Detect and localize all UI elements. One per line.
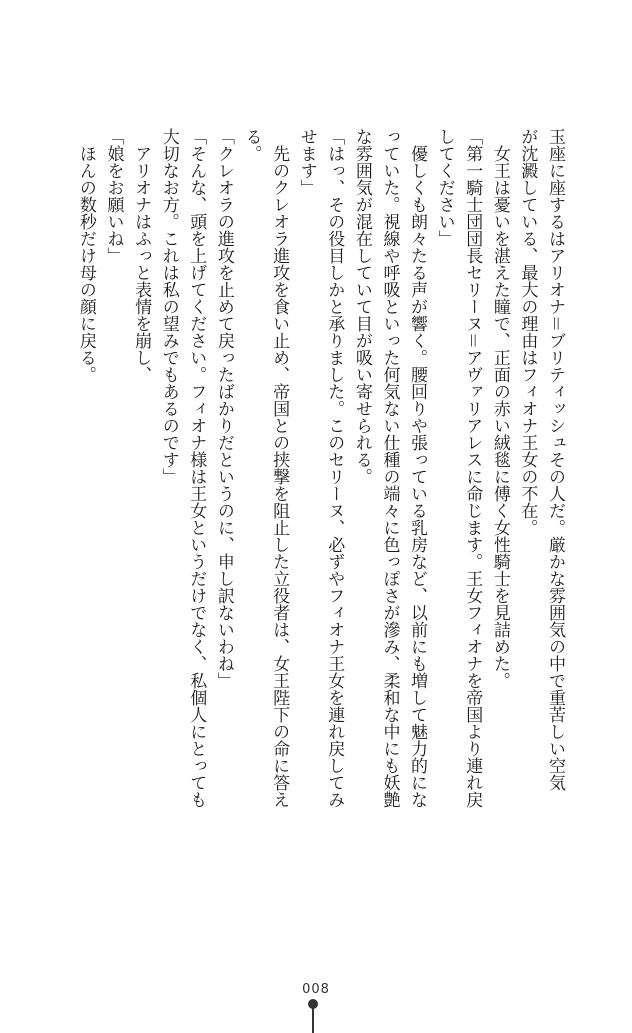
text-column: な雰囲気が混在していて目が吸い寄せられる。 [351, 128, 372, 485]
text-column: アリオナはふっと表情を崩し、 [131, 128, 152, 383]
text-column: 「娘をお願いね」 [103, 128, 124, 264]
text-column: せます」 [296, 128, 317, 196]
text-column: 大切なお方。これは私の望みでもあるのです」 [158, 128, 179, 485]
text-column: 「はっ、その役目しかと承りました。このセリーヌ、必ずやフィオナ王女を連れ戻してみ [324, 128, 345, 808]
text-column: 優しくも朗々たる声が響く。腰回りや張っている乳房など、以前にも増して魅力的にな [407, 128, 428, 808]
text-column: してください」 [434, 128, 455, 247]
text-column: ほんの数秒だけ母の顔に戻る。 [75, 128, 96, 383]
text-column: が沈澱している、最大の理由はフィオナ王女の不在。 [517, 128, 538, 536]
text-column: 「第一騎士団団長セリーヌ＝アヴァリアレスに命じます。王女フィオナを帝国より連れ戻 [462, 128, 483, 808]
text-column: 「クレオラの進攻を止めて戻ったばかりだというのに、申し訳ないわね」 [213, 128, 234, 689]
text-column: っていた。視線や呼吸といった何気ない仕種の端々に色っぽさが滲み、柔和な中にも妖艶 [379, 128, 400, 808]
text-column: 女王は憂いを湛えた瞳で、正面の赤い絨毯に傅く女性騎士を見詰めた。 [489, 128, 510, 689]
vertical-body-text [71, 128, 568, 828]
page-marker-line [312, 1008, 314, 1033]
text-column: 「そんな、頭を上げてください。フィオナ様は王女というだけでなく、私個人にとっても [186, 128, 207, 808]
page-number: 008 [302, 982, 330, 997]
text-column: る。 [241, 128, 262, 162]
text-column: 玉座に座するはアリオナ＝ブリティッシュその人だ。厳かな雰囲気の中で重苦しい空気 [545, 128, 565, 791]
text-column: 先のクレオラ進攻を食い止め、帝国との挟撃を阻止した立役者は、女王陛下の命に答え [269, 128, 290, 808]
